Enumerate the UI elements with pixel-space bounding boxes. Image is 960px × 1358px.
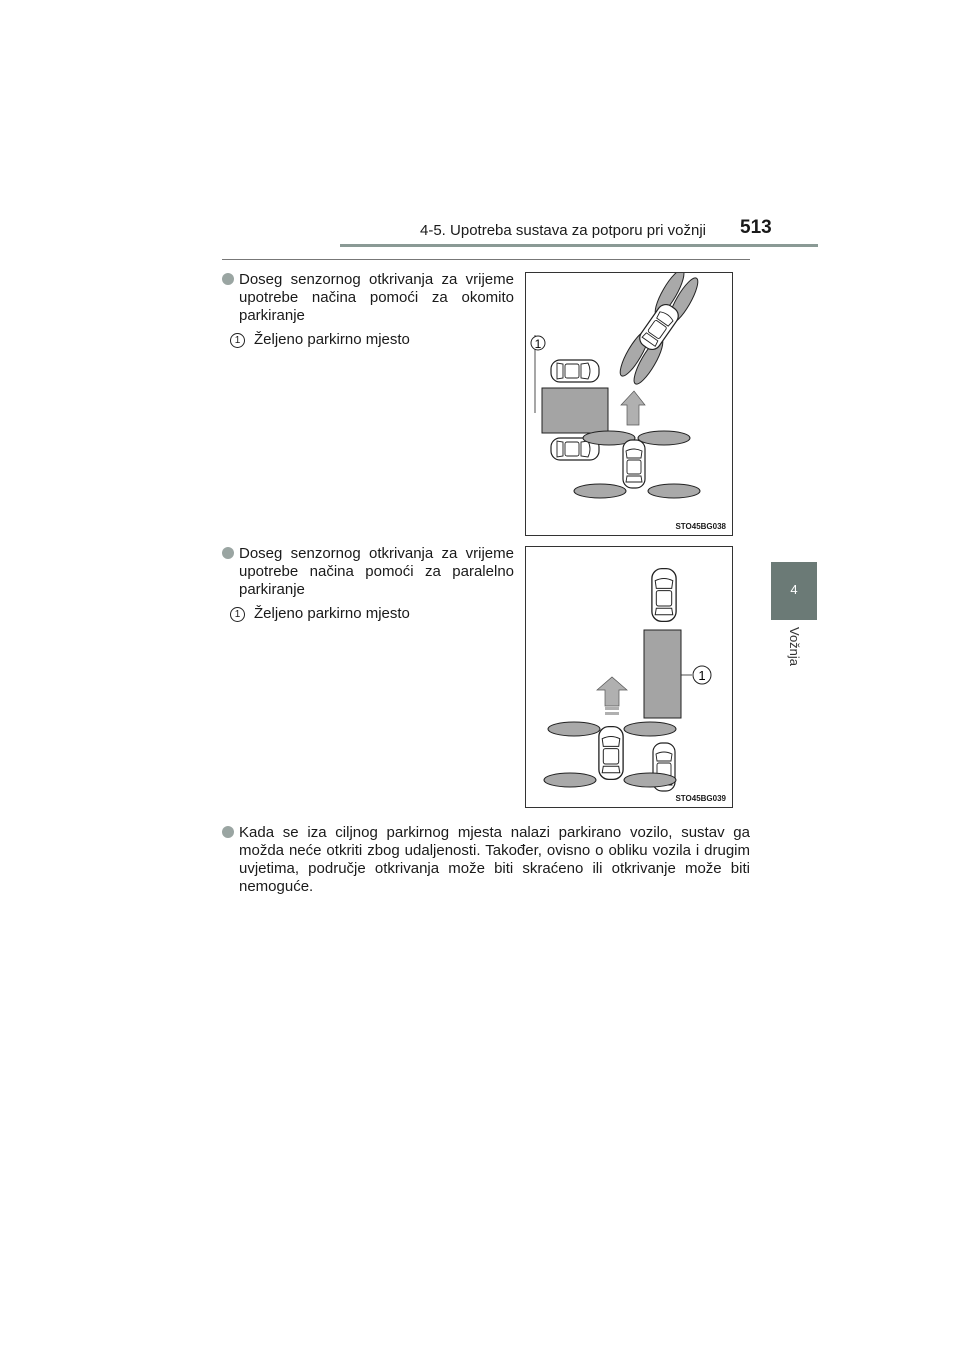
chapter-number: 4: [790, 582, 798, 597]
bullet-text: Doseg senzornog otkrivanja za vrijeme upotrebe načina pomoći za paralelno parkiranje: [239, 545, 514, 598]
page-header: [0, 0, 960, 250]
bullet-dot-icon: [222, 826, 234, 838]
note-text: Kada se iza ciljnog parkirnog mjesta nalazi parkirano vozilo, sustav ga možda neće otkriti zbog udaljenosti. Također, ovisno o obliku vozila i drugim uvjetima, područje otkrivanja može biti skraćeno ili otkrivanje može biti nemoguće.: [239, 824, 750, 895]
page-number: 513: [740, 217, 772, 238]
section-title: 4-5. Upotreba sustava za potporu pri vožnji: [420, 222, 706, 239]
bullet-dot-icon: [222, 273, 234, 285]
figure-perpendicular-parking: [525, 272, 733, 536]
content-divider: [222, 259, 750, 260]
header-divider: [340, 244, 818, 247]
figure-code: STO45BG038: [675, 522, 726, 531]
caption-text: Željeno parkirno mjesto: [254, 605, 410, 622]
callout-number: 1: [698, 668, 706, 683]
callout-number: 1: [534, 337, 542, 351]
bullet-item-note: [222, 824, 750, 896]
bullet-dot-icon: [222, 547, 234, 559]
caption-number: 1: [230, 333, 245, 348]
figure-caption: [230, 605, 410, 622]
bullet-item-perpendicular: [222, 271, 514, 325]
figure-code: STO45BG039: [675, 794, 726, 803]
chapter-tab[interactable]: [771, 562, 817, 620]
figure-caption: [230, 331, 410, 348]
caption-number: 1: [230, 607, 245, 622]
bullet-text: Doseg senzornog otkrivanja za vrijeme upotrebe načina pomoći za okomito parkiranje: [239, 271, 514, 324]
bullet-item-parallel: [222, 545, 514, 599]
figure-parallel-parking: [525, 546, 733, 808]
caption-text: Željeno parkirno mjesto: [254, 331, 410, 348]
chapter-label: Vožnja: [787, 627, 802, 667]
